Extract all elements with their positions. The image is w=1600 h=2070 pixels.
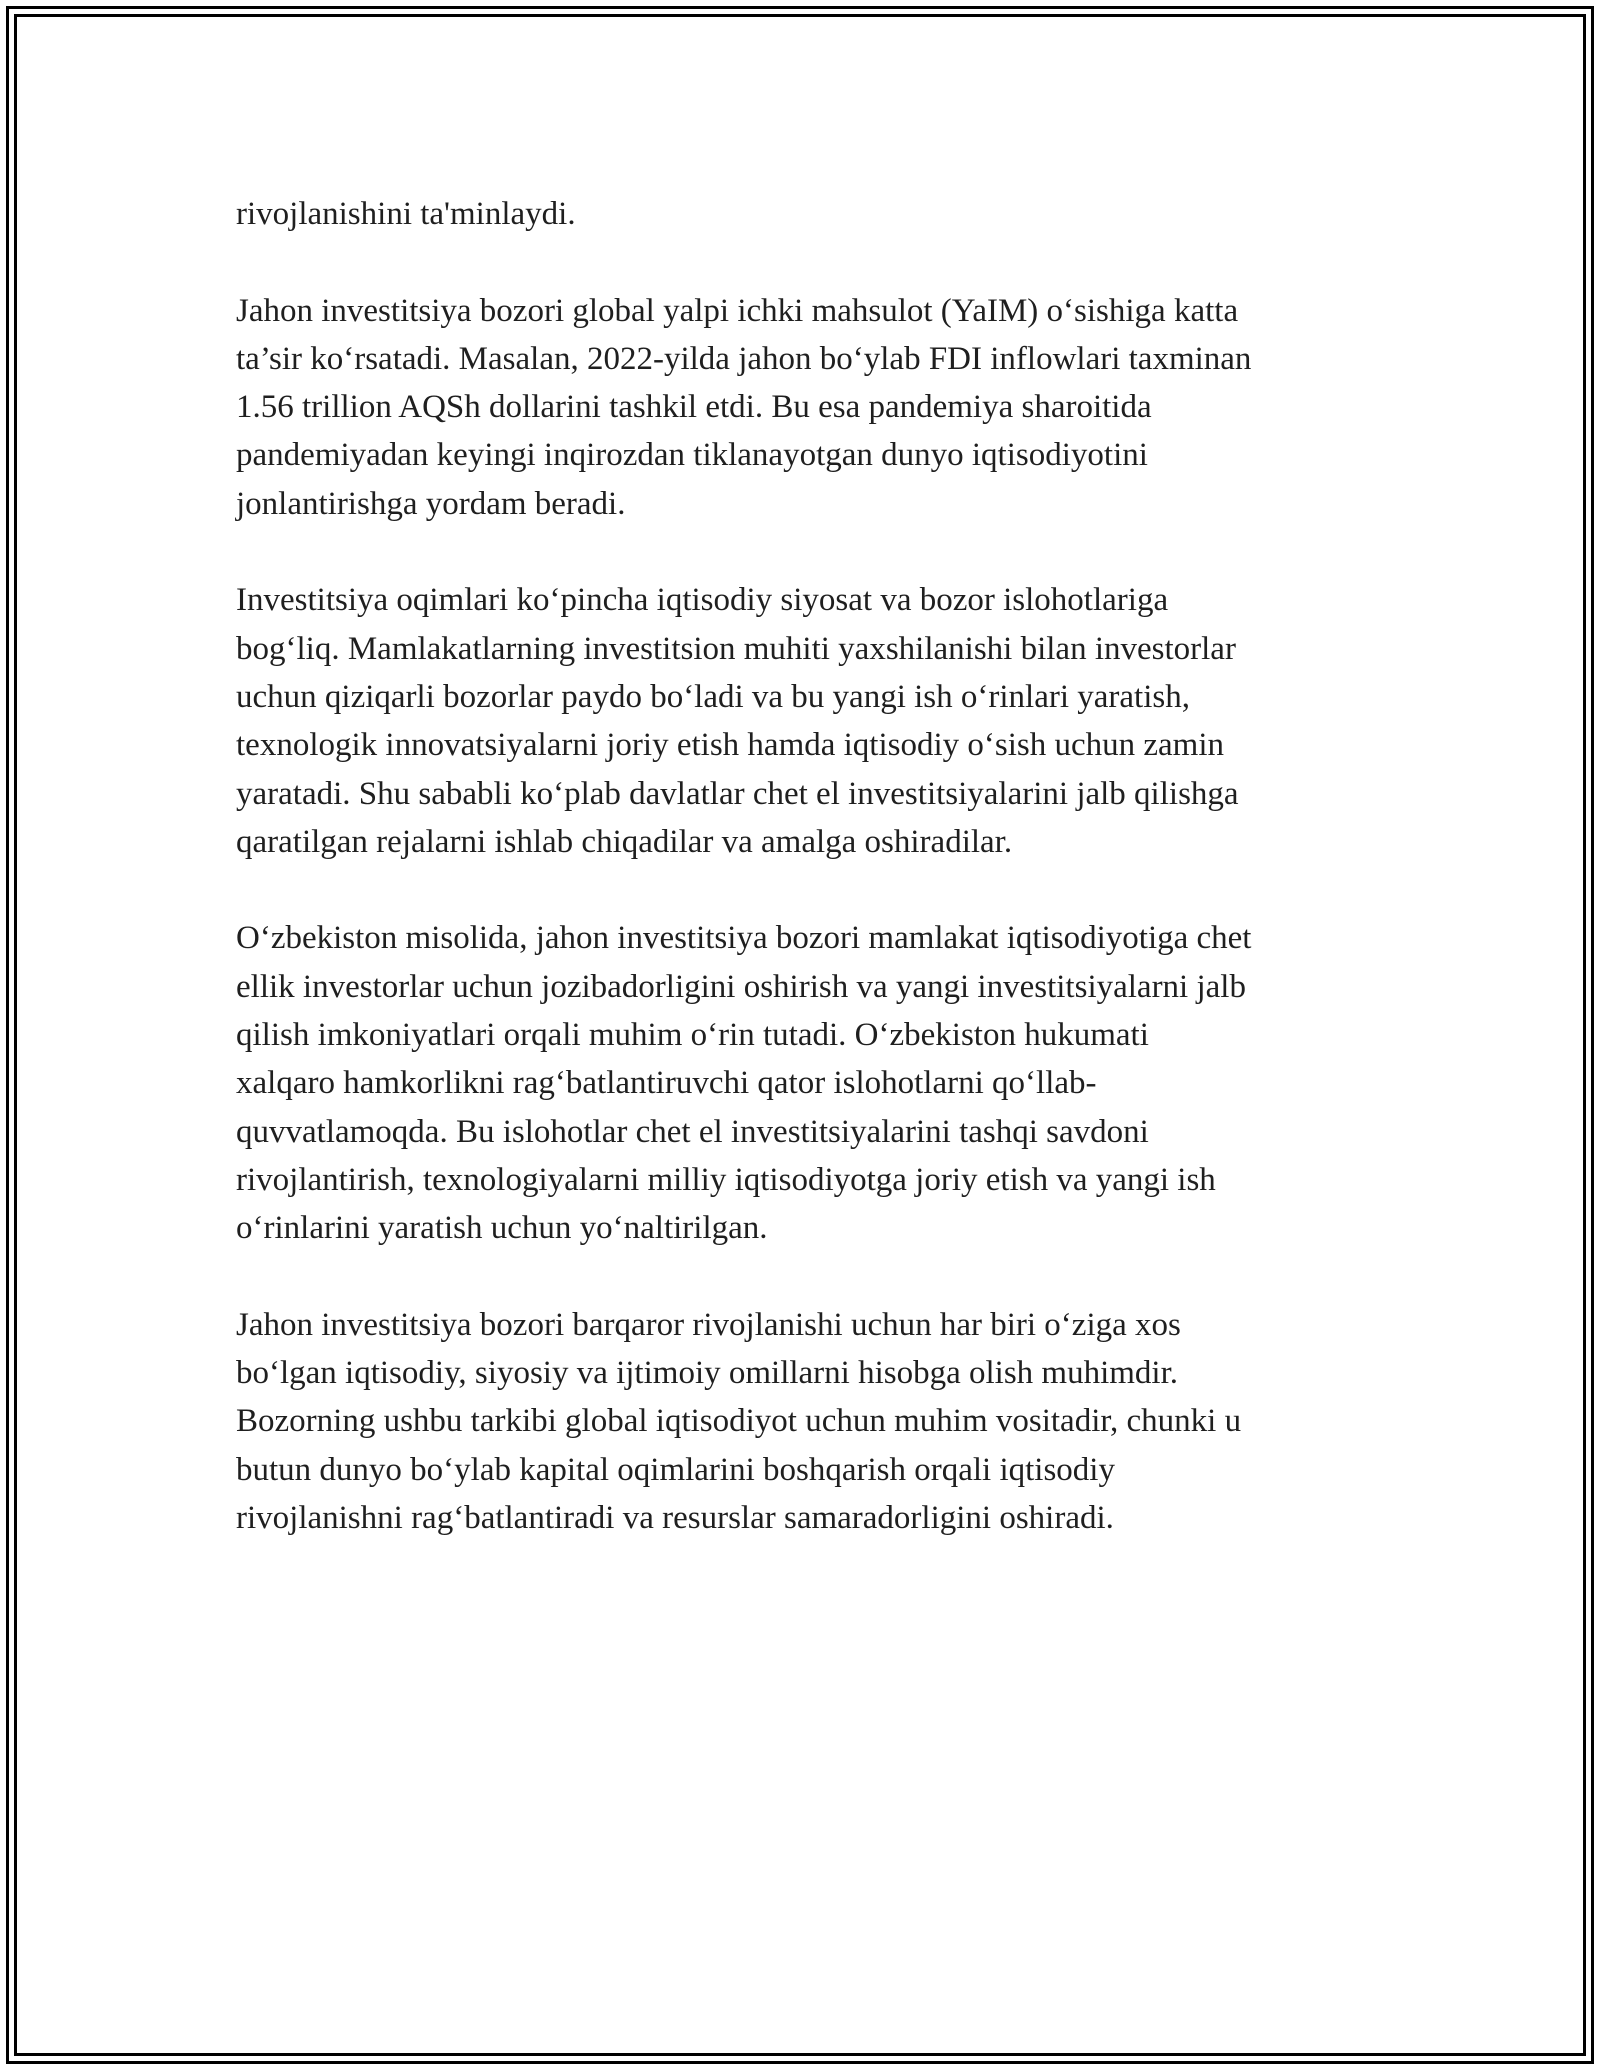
text-line: rivojlanishni rag‘batlantiradi va resurslar samaradorligini oshiradi. xyxy=(236,1500,1114,1537)
text-line: ellik investorlar uchun jozibadorligini oshirish va yangi investitsiyalarni jalb xyxy=(236,968,1246,1005)
text-line: o‘rinlarini yaratish uchun yo‘naltirilgan. xyxy=(236,1210,768,1247)
text-line: quvvatlamoqda. Bu islohotlar chet el investitsiyalarini tashqi savdoni xyxy=(236,1113,1149,1150)
text-line: Jahon investitsiya bozori barqaror rivojlanishi uchun har biri o‘ziga xos xyxy=(236,1306,1181,1343)
text-line: yaratadi. Shu sababli ko‘plab davlatlar chet el investitsiyalarini jalb qilishga xyxy=(236,775,1239,812)
text-line: Bozorning ushbu tarkibi global iqtisodiyot uchun muhim vositadir, chunki u xyxy=(236,1403,1242,1440)
text-line: jonlantirishga yordam beradi. xyxy=(236,485,626,522)
text-line: bo‘lgan iqtisodiy, siyosiy va ijtimoiy omillarni hisobga olish muhimdir. xyxy=(236,1355,1179,1392)
text-line: rivojlantirish, texnologiyalarni milliy iqtisodiyotga joriy etish va yangi ish xyxy=(236,1161,1216,1198)
text-line: qaratilgan rejalarni ishlab chiqadilar va amalga oshiradilar. xyxy=(236,823,1013,860)
paragraph-2 xyxy=(236,287,1366,528)
text-line: ta’sir ko‘rsatadi. Masalan, 2022-yilda jahon bo‘ylab FDI inflowlari taxminan xyxy=(236,340,1252,377)
paragraph-3 xyxy=(236,576,1366,866)
text-line: 1.56 trillion AQSh dollarini tashkil etdi. Bu esa pandemiya sharoitida xyxy=(236,389,1152,426)
text-line: texnologik innovatsiyalarni joriy etish hamda iqtisodiy o‘sish uchun zamin xyxy=(236,727,1225,764)
text-line: Investitsiya oqimlari ko‘pincha iqtisodiy siyosat va bozor islohotlariga xyxy=(236,582,1169,619)
paragraph-4 xyxy=(236,914,1366,1252)
text-line: xalqaro hamkorlikni rag‘batlantiruvchi qator islohotlarni qo‘llab- xyxy=(236,1065,1097,1102)
text-line: butun dunyo bo‘ylab kapital oqimlarini boshqarish orqali iqtisodiy xyxy=(236,1451,1115,1488)
document-body xyxy=(236,190,1366,1591)
text-line: uchun qiziqarli bozorlar paydo bo‘ladi va bu yangi ish o‘rinlari yaratish, xyxy=(236,678,1190,715)
paragraph-5 xyxy=(236,1301,1366,1542)
text-line: qilish imkoniyatlari orqali muhim o‘rin tutadi. O‘zbekiston hukumati xyxy=(236,1017,1149,1054)
text-line: pandemiyadan keyingi inqirozdan tiklanayotgan dunyo iqtisodiyotini xyxy=(236,437,1148,474)
paragraph-1 xyxy=(236,190,1366,238)
text-line: bog‘liq. Mamlakatlarning investitsion muhiti yaxshilanishi bilan investorlar xyxy=(236,630,1236,667)
text-line: Jahon investitsiya bozori global yalpi ichki mahsulot (YaIM) o‘sishiga katta xyxy=(236,292,1239,329)
text-line: O‘zbekiston misolida, jahon investitsiya bozori mamlakat iqtisodiyotiga chet xyxy=(236,920,1252,957)
text-line: rivojlanishini ta'minlaydi. xyxy=(236,196,576,232)
